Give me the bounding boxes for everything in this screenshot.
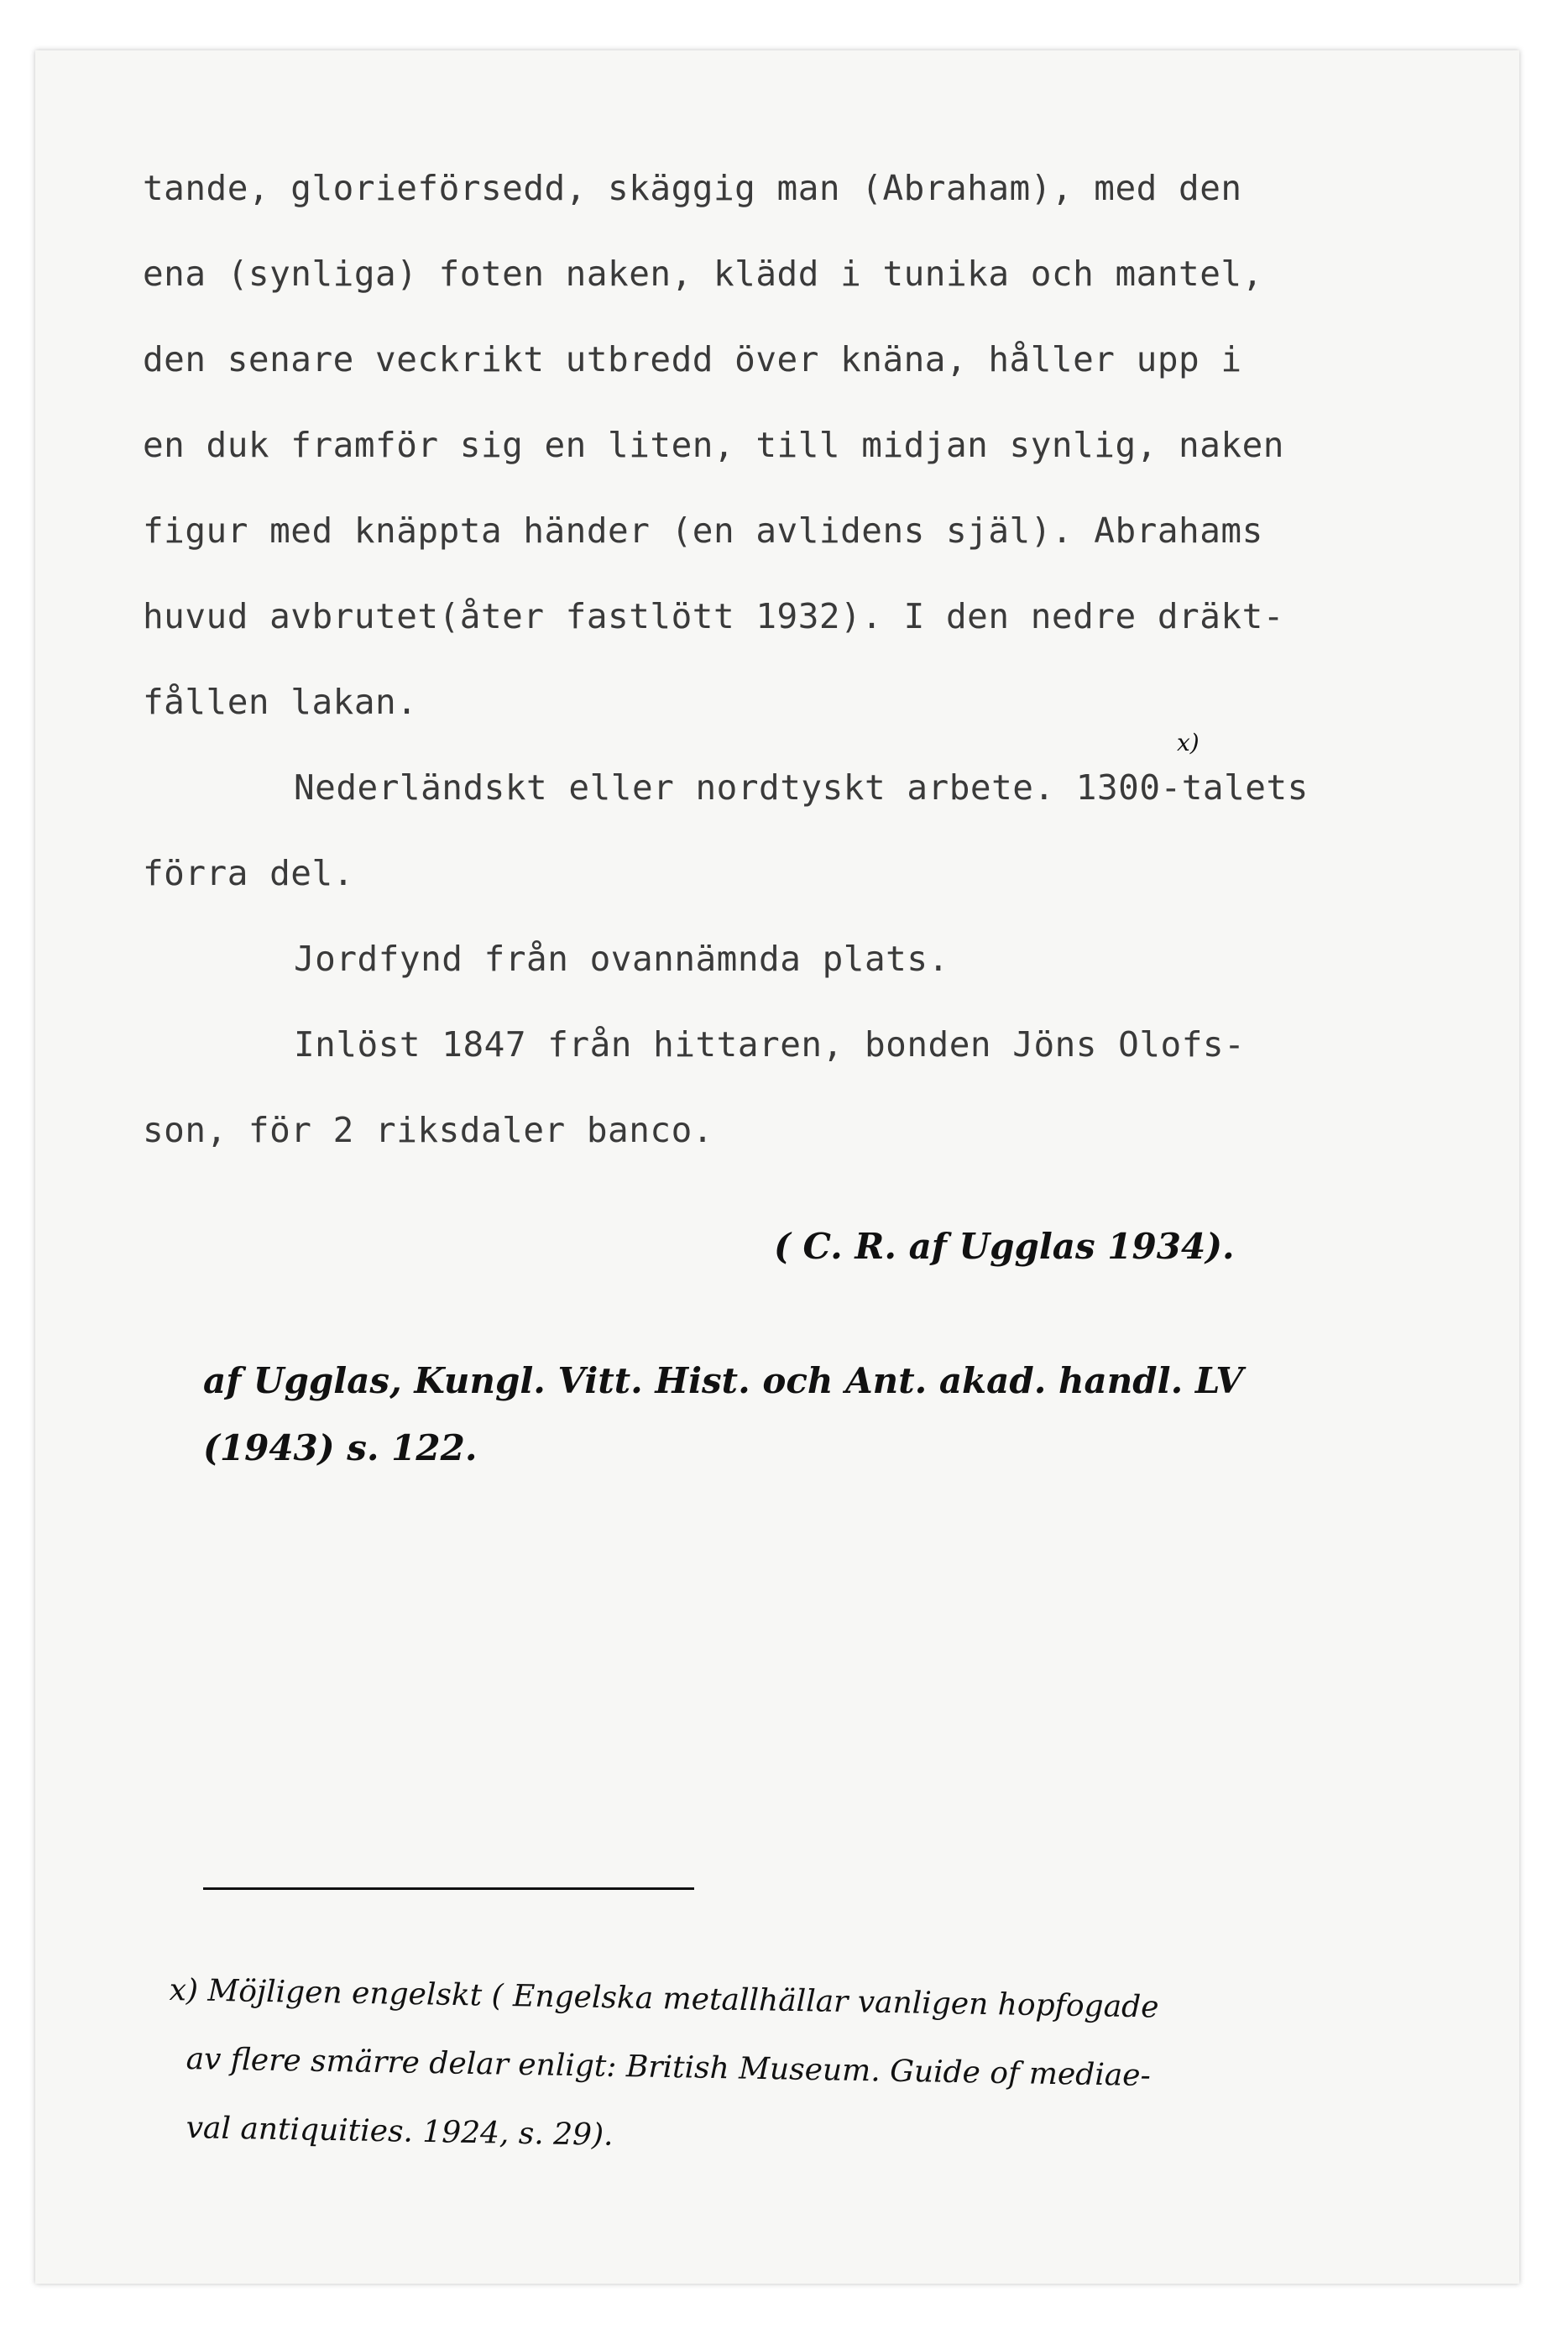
typed-line-10: Jordfynd från ovannämnda plats. xyxy=(294,939,949,979)
typed-line-2: ena (synliga) foten naken, klädd i tunika och mantel, xyxy=(143,254,1263,294)
handwritten-reference-2: (1943) s. 122. xyxy=(203,1427,478,1468)
handwritten-signature: ( C. R. af Ugglas 1934). xyxy=(774,1226,1235,1267)
typed-line-5: figur med knäppta händer (en avlidens själ). Abrahams xyxy=(143,510,1263,551)
typed-line-4: en duk framför sig en liten, till midjan synlig, naken xyxy=(143,425,1284,465)
handwritten-reference-1: af Ugglas, Kungl. Vitt. Hist. och Ant. akad. handl. LV xyxy=(203,1360,1243,1401)
typed-line-8: Nederländskt eller nordtyskt arbete. 1300-talets xyxy=(294,767,1309,808)
typed-line-9: förra del. xyxy=(143,853,354,893)
typed-line-12: son, för 2 riksdaler banco. xyxy=(143,1110,713,1150)
handwritten-footnote-3: val antiquities. 1924, s. 29). xyxy=(186,2111,614,2153)
document-sheet xyxy=(35,50,1519,2284)
typed-line-11: Inlöst 1847 från hittaren, bonden Jöns Olofs- xyxy=(294,1024,1246,1065)
typed-line-6: huvud avbrutet(åter fastlött 1932). I den nedre dräkt- xyxy=(143,596,1284,636)
typed-line-7: fållen lakan. xyxy=(143,682,418,722)
footnote-divider xyxy=(203,1887,694,1890)
handwritten-footnote-1: x) Möjligen engelskt ( Engelska metallhällar vanligen hopfogade xyxy=(169,1973,1159,2025)
handwritten-footnote-2: av flere smärre delar enligt: British Museum. Guide of mediae- xyxy=(186,2042,1152,2094)
typed-line-3: den senare veckrikt utbredd över knäna, håller upp i xyxy=(143,339,1242,379)
footnote-marker: x) xyxy=(1177,729,1200,756)
typed-line-1: tande, glorieförsedd, skäggig man (Abraham), med den xyxy=(143,168,1242,208)
